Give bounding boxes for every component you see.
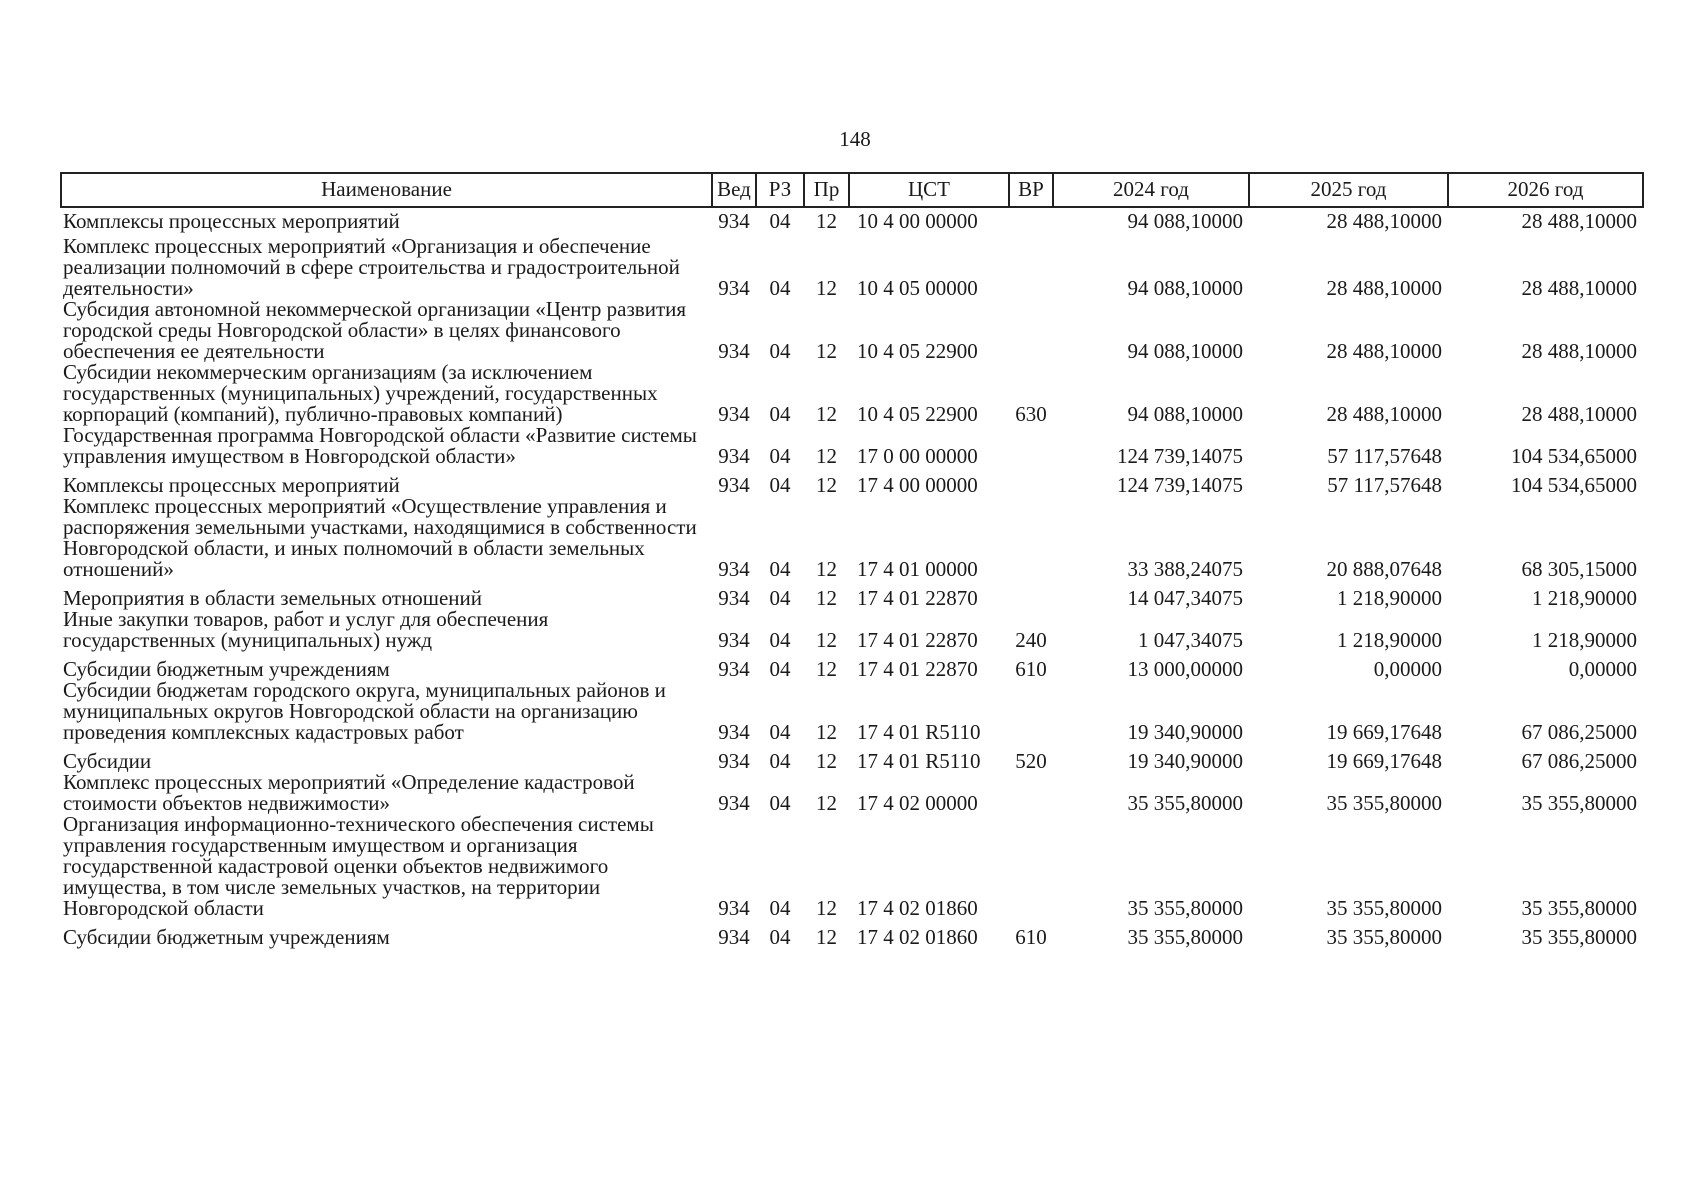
row-2025: 1 218,90000: [1337, 628, 1442, 652]
row-2025: 19 669,17648: [1326, 749, 1442, 773]
header-2024: 2024 год: [1053, 173, 1249, 207]
row-cst: 17 4 02 01860: [857, 896, 978, 920]
row-vr: [1009, 496, 1053, 580]
row-vr: [1009, 814, 1053, 919]
row-ved: 934: [718, 276, 750, 300]
row-pr: 12: [816, 925, 837, 949]
row-pr: 12: [816, 557, 837, 581]
row-cst: 17 4 02 01860: [857, 925, 978, 949]
row-cst: 17 4 01 22870: [857, 657, 978, 681]
row-cst: 10 4 05 00000: [857, 276, 978, 300]
row-ved: 934: [718, 657, 750, 681]
row-rz: 04: [769, 925, 791, 949]
row-2024: 33 388,24075: [1127, 557, 1243, 581]
row-pr: 12: [816, 791, 837, 815]
row-2026: 67 086,25000: [1521, 749, 1637, 773]
row-name: Субсидии бюджетным учреждениям: [63, 925, 390, 949]
row-pr: 12: [816, 628, 837, 652]
row-2024: 124 739,14075: [1117, 444, 1243, 468]
row-rz: 04: [769, 402, 791, 426]
row-name: Субсидии: [63, 749, 152, 773]
row-ved: 934: [718, 473, 750, 497]
row-name: Иные закупки товаров, работ и услуг для обеспечения государственных (муниципальных) нужд: [63, 607, 549, 652]
row-name: Комплексы процессных мероприятий: [63, 473, 400, 497]
row-cst: 17 0 00 00000: [857, 444, 978, 468]
row-vr: 610: [1015, 657, 1047, 681]
header-name: Наименование: [61, 173, 712, 207]
row-pr: 12: [816, 896, 837, 920]
row-ved: 934: [718, 720, 750, 744]
row-2026: 0,00000: [1568, 657, 1637, 681]
table-row: [61, 772, 1643, 814]
row-name: Государственная программа Новгородской области «Развитие системы управления имуществом в Новгородской области»: [63, 423, 697, 468]
row-cst: 17 4 01 22870: [857, 628, 978, 652]
header-cst: ЦСТ: [849, 173, 1009, 207]
row-ved: 934: [718, 791, 750, 815]
row-rz: 04: [769, 720, 791, 744]
row-2025: 35 355,80000: [1326, 925, 1442, 949]
table-row: [61, 580, 1643, 609]
table-row: [61, 680, 1643, 743]
table-row: [61, 814, 1643, 919]
row-name: Комплекс процессных мероприятий «Определение кадастровой стоимости объектов недвижимости»: [63, 770, 635, 815]
row-2026: 104 534,65000: [1511, 473, 1637, 497]
row-name: Субсидии некоммерческим организациям (за исключением государственных (муниципальных) учреждений, государственных корпораций (компаний), публично-правовых компаний): [63, 360, 658, 426]
row-ved: 934: [718, 444, 750, 468]
row-pr: 12: [816, 749, 837, 773]
row-2026: 1 218,90000: [1532, 586, 1637, 610]
row-2025: 19 669,17648: [1326, 720, 1442, 744]
row-ved: 934: [718, 896, 750, 920]
row-ved: 934: [718, 925, 750, 949]
row-ved: 934: [718, 749, 750, 773]
row-2026: 35 355,80000: [1521, 925, 1637, 949]
row-vr: 520: [1015, 749, 1047, 773]
table-row: [61, 425, 1643, 467]
row-pr: 12: [816, 402, 837, 426]
row-2024: 94 088,10000: [1127, 339, 1243, 363]
row-vr: [1009, 299, 1053, 362]
row-cst: 17 4 00 00000: [857, 473, 978, 497]
row-cst: 10 4 05 22900: [857, 402, 978, 426]
row-rz: 04: [769, 444, 791, 468]
row-rz: 04: [769, 473, 791, 497]
row-pr: 12: [816, 657, 837, 681]
header-ved: Вед: [712, 173, 756, 207]
page-number: 148: [839, 127, 871, 151]
row-vr: [1009, 580, 1053, 609]
row-2026: 68 305,15000: [1521, 557, 1637, 581]
row-ved: 934: [718, 209, 750, 233]
row-rz: 04: [769, 586, 791, 610]
row-2024: 94 088,10000: [1127, 276, 1243, 300]
row-2024: 14 047,34075: [1127, 586, 1243, 610]
header-row: [61, 173, 1643, 207]
row-cst: 17 4 01 22870: [857, 586, 978, 610]
row-2026: 28 488,10000: [1521, 209, 1637, 233]
row-vr: 610: [1015, 925, 1047, 949]
row-vr: [1009, 425, 1053, 467]
header-2026: 2026 год: [1448, 173, 1643, 207]
row-vr: [1009, 467, 1053, 496]
row-rz: 04: [769, 749, 791, 773]
row-vr: [1009, 207, 1053, 236]
budget-table: [60, 172, 1644, 948]
row-pr: 12: [816, 473, 837, 497]
row-pr: 12: [816, 209, 837, 233]
row-rz: 04: [769, 628, 791, 652]
row-cst: 17 4 01 R5110: [857, 720, 981, 744]
table-header: [61, 173, 1643, 207]
row-2025: 28 488,10000: [1326, 339, 1442, 363]
row-cst: 10 4 00 00000: [857, 209, 978, 233]
row-pr: 12: [816, 720, 837, 744]
header-pr: Пр: [804, 173, 849, 207]
row-2024: 124 739,14075: [1117, 473, 1243, 497]
row-2026: 28 488,10000: [1521, 276, 1637, 300]
row-rz: 04: [769, 276, 791, 300]
row-2026: 1 218,90000: [1532, 628, 1637, 652]
row-ved: 934: [718, 557, 750, 581]
table-row: [61, 207, 1643, 236]
row-cst: 17 4 02 00000: [857, 791, 978, 815]
table-row: [61, 496, 1643, 580]
row-2025: 28 488,10000: [1326, 276, 1442, 300]
row-2026: 35 355,80000: [1521, 896, 1637, 920]
row-2025: 57 117,57648: [1327, 473, 1442, 497]
row-pr: 12: [816, 339, 837, 363]
row-rz: 04: [769, 791, 791, 815]
row-2026: 104 534,65000: [1511, 444, 1637, 468]
row-2024: 35 355,80000: [1127, 896, 1243, 920]
row-ved: 934: [718, 628, 750, 652]
row-2025: 28 488,10000: [1326, 402, 1442, 426]
row-name: Комплекс процессных мероприятий «Осуществление управления и распоряжения земельными участками, находящимися в собственности Новгородской области, и иных полномочий в области земельных отношений»: [63, 494, 697, 581]
table-row: [61, 919, 1643, 948]
row-vr: 240: [1015, 628, 1047, 652]
row-rz: 04: [769, 896, 791, 920]
row-name: Субсидии бюджетам городского округа, муниципальных районов и муниципальных округов Новгородской области на организацию проведения комплексных кадастровых работ: [63, 678, 666, 744]
table-row: [61, 651, 1643, 680]
row-2025: 1 218,90000: [1337, 586, 1442, 610]
row-2024: 94 088,10000: [1127, 209, 1243, 233]
row-2025: 57 117,57648: [1327, 444, 1442, 468]
row-2025: 28 488,10000: [1326, 209, 1442, 233]
header-2025: 2025 год: [1249, 173, 1448, 207]
row-pr: 12: [816, 444, 837, 468]
row-vr: [1009, 680, 1053, 743]
table-row: [61, 362, 1643, 425]
row-name: Организация информационно-технического обеспечения системы управления государственным имуществом и организация государственной кадастровой оценки объектов недвижимого имущества, в том числе земельных участков, на территории Новгородской области: [63, 812, 654, 920]
row-name: Субсидия автономной некоммерческой организации «Центр развития городской среды Новгородской области» в целях финансового обеспечения ее деятельности: [63, 297, 687, 363]
row-rz: 04: [769, 339, 791, 363]
row-name: Комплексы процессных мероприятий: [63, 209, 400, 233]
row-pr: 12: [816, 276, 837, 300]
row-ved: 934: [718, 586, 750, 610]
row-2024: 35 355,80000: [1127, 925, 1243, 949]
row-2024: 19 340,90000: [1127, 749, 1243, 773]
row-2024: 35 355,80000: [1127, 791, 1243, 815]
row-2025: 35 355,80000: [1326, 896, 1442, 920]
table-row: [61, 299, 1643, 362]
row-2024: 13 000,00000: [1127, 657, 1243, 681]
row-2026: 67 086,25000: [1521, 720, 1637, 744]
table-row: [61, 609, 1643, 651]
header-rz: РЗ: [756, 173, 804, 207]
header-vr: ВР: [1009, 173, 1053, 207]
row-name: Комплекс процессных мероприятий «Организация и обеспечение реализации полномочий в сфере строительства и градостроительной деятельности»: [63, 234, 680, 300]
row-name: Субсидии бюджетным учреждениям: [63, 657, 390, 681]
row-cst: 17 4 01 00000: [857, 557, 978, 581]
table-row: [61, 467, 1643, 496]
row-ved: 934: [718, 339, 750, 363]
row-rz: 04: [769, 657, 791, 681]
row-vr: 630: [1015, 402, 1047, 426]
row-vr: [1009, 236, 1053, 299]
row-ved: 934: [718, 402, 750, 426]
row-2025: 35 355,80000: [1326, 791, 1442, 815]
table-row: [61, 236, 1643, 299]
row-vr: [1009, 772, 1053, 814]
row-pr: 12: [816, 586, 837, 610]
row-cst: 17 4 01 R5110: [857, 749, 981, 773]
row-rz: 04: [769, 557, 791, 581]
row-cst: 10 4 05 22900: [857, 339, 978, 363]
row-2024: 19 340,90000: [1127, 720, 1243, 744]
row-2025: 0,00000: [1373, 657, 1442, 681]
table-row: [61, 743, 1643, 772]
row-2026: 28 488,10000: [1521, 339, 1637, 363]
row-2026: 28 488,10000: [1521, 402, 1637, 426]
table-body: [61, 207, 1643, 948]
row-2025: 20 888,07648: [1326, 557, 1442, 581]
row-2024: 1 047,34075: [1138, 628, 1243, 652]
row-2024: 94 088,10000: [1127, 402, 1243, 426]
row-name: Мероприятия в области земельных отношений: [63, 586, 483, 610]
row-2026: 35 355,80000: [1521, 791, 1637, 815]
row-rz: 04: [769, 209, 791, 233]
